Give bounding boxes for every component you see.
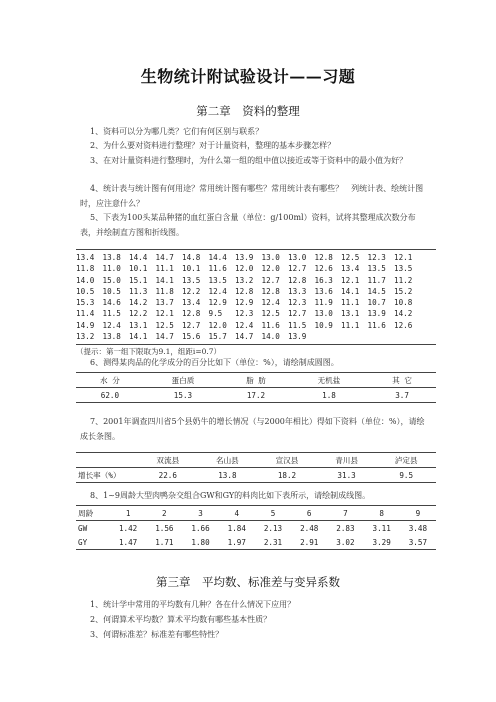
header-cell: 5 (255, 506, 291, 521)
table-cell: 12.7 (288, 264, 307, 274)
table-cell: 11.9 (314, 298, 333, 308)
table-row (76, 263, 436, 274)
header-cell: 6 (291, 506, 327, 521)
table-cell: 15.3 (76, 298, 95, 308)
hemoglobin-data-table (76, 249, 436, 345)
table-cell: 15.7 (208, 332, 227, 342)
header-cell: 8 (364, 506, 400, 521)
header-cell: 双流县 (138, 453, 198, 468)
table-row (76, 468, 436, 483)
question-2-7: 7、2001年调查四川省5个县奶牛的增长情况（与2000年相比）得如下资料（单位：%），请绘成长条图。 (80, 417, 425, 441)
table-cell: 12.2 (129, 309, 148, 319)
table-cell: 13.0 (314, 309, 333, 319)
table-cell: 12.7 (182, 320, 201, 330)
header-cell: 其 它 (368, 373, 436, 388)
table-cell: 13.3 (288, 286, 307, 296)
table-cell: 13.8 (102, 253, 121, 262)
table-cell: 14.8 (182, 253, 201, 262)
table-cell: 11.6 (367, 320, 386, 330)
table-cell: 14.7 (155, 332, 174, 342)
header-cell: 泸定县 (376, 453, 436, 468)
table-cell: 13.4 (182, 298, 201, 308)
table-cell: 11.8 (155, 286, 174, 296)
table-cell: 14.0 (261, 332, 280, 342)
table-header-row (76, 506, 436, 521)
question-2-4: 4、统计表与统计图有何用途？常用统计图有哪些？常用统计表有哪些？ 列统计表、绘统计图时，应注意什么？ (80, 184, 424, 208)
question-2-3: 3、在对计量资料进行整理时，为什么第一组的组中值以接近或等于资料中的最小值为好？ (90, 156, 408, 165)
table-cell: 11.6 (208, 264, 227, 274)
table-cell: 12.1 (341, 275, 360, 285)
chapter-3-heading: 第三章 平均数、标准差与变异系数 (156, 575, 340, 589)
table-cell: 12.4 (235, 320, 254, 330)
table-row (76, 252, 436, 263)
table-cell: 11.6 (261, 320, 280, 330)
table-cell: 3.48 (408, 523, 428, 533)
header-cell: 脂 肪 (222, 373, 290, 388)
table-cell: 1.80 (182, 535, 218, 550)
table-row (76, 521, 436, 536)
table-cell: 12.2 (182, 286, 201, 296)
table-cell: 12.3 (288, 298, 307, 308)
table-cell: 15.6 (182, 332, 201, 342)
table-cell: 13.0 (288, 253, 307, 262)
table-cell: 12.3 (235, 309, 254, 319)
table-cell: 14.1 (155, 275, 174, 285)
table-cell: 12.8 (288, 275, 307, 285)
table-cell: 11.3 (129, 286, 148, 296)
table-cell: 14.6 (102, 298, 121, 308)
question-2-6: 6、测得某肉品的化学成分的百分比如下（单位：%），请绘制成圆图。 (90, 358, 339, 367)
table-cell: 12.3 (367, 253, 386, 262)
table-cell: 18.2 (257, 468, 317, 483)
table-cell: 12.9 (208, 298, 227, 308)
row-label: GY (76, 535, 110, 550)
table-cell: 15.3 (144, 388, 222, 403)
question-2-5: 5、下表为100头某品种猪的血红蛋白含量（单位：g/100ml）资料，试将其整理成次数分布表，并绘制直方图和折线图。 (80, 213, 416, 237)
table-cell: 13.9 (367, 309, 386, 319)
table-cell: 14.1 (129, 332, 148, 342)
table-cell: 13.2 (76, 332, 95, 342)
table-cell: 11.0 (102, 264, 121, 274)
table-cell: 14.5 (367, 286, 386, 296)
table-cell: 12.7 (261, 275, 280, 285)
table-cell: 1.42 (118, 523, 138, 533)
table-cell: 12.4 (261, 298, 280, 308)
table-cell: 12.0 (208, 320, 227, 330)
table-row (76, 388, 436, 403)
header-cell: 1 (110, 506, 146, 521)
table-cell: 13.8 (102, 332, 121, 342)
table-cell: 62.0 (76, 388, 144, 403)
table-cell: 14.2 (394, 309, 413, 319)
table-cell: 13.8 (198, 468, 258, 483)
table-cell: 13.1 (129, 320, 148, 330)
question-3-2: 2、何谓算术平均数？算术平均数有哪些基本性质？ (90, 615, 272, 624)
table-cell: 10.7 (367, 298, 386, 308)
table-cell: 11.1 (155, 264, 174, 274)
table-cell: 10.9 (314, 320, 333, 330)
header-cell: 宣汉县 (257, 453, 317, 468)
table-cell: 14.7 (235, 332, 254, 342)
table-cell: 1.47 (110, 535, 146, 550)
table-cell: 11.7 (367, 275, 386, 285)
table-cell: 11.2 (394, 275, 413, 285)
table-row (76, 320, 436, 331)
table-cell: 16.3 (314, 275, 333, 285)
table-cell: 11.1 (341, 298, 360, 308)
table-cell: 12.0 (235, 264, 254, 274)
table-cell: 14.4 (129, 253, 148, 262)
table-cell: 12.5 (261, 309, 280, 319)
hint-note: （提示：第一组下限取为9.1，组距i=0.7） (76, 347, 222, 356)
table-cell: 12.5 (155, 320, 174, 330)
table-cell: 12.4 (102, 320, 121, 330)
header-cell (76, 453, 138, 468)
header-cell: 2 (146, 506, 182, 521)
header-cell: 青川县 (317, 453, 377, 468)
table-cell: 12.8 (182, 309, 201, 319)
table-cell: 3.29 (364, 535, 400, 550)
feed-ratio-table (76, 505, 436, 550)
question-2-2: 2、为什么要对资料进行整理？对于计量资料，整理的基本步骤怎样？ (90, 141, 336, 150)
table-cell: 11.5 (102, 309, 121, 319)
header-cell: 7 (327, 506, 363, 521)
table-cell: 31.3 (317, 468, 377, 483)
table-cell: 12.8 (314, 253, 333, 262)
table-cell: 14.7 (155, 253, 174, 262)
table-cell: 12.9 (235, 298, 254, 308)
question-2-1: 1、资料可以分为哪几类？它们有何区别与联系？ (90, 127, 264, 136)
table-cell: 11.5 (288, 320, 307, 330)
table-cell: 9.5 (208, 309, 223, 319)
table-row (76, 331, 436, 342)
header-cell: 3 (182, 506, 218, 521)
table-cell: 11.4 (76, 309, 95, 319)
table-cell: 1.71 (146, 535, 182, 550)
table-cell: 1.97 (219, 535, 255, 550)
table-cell: 13.7 (155, 298, 174, 308)
table-row (76, 275, 436, 286)
table-cell: 14.2 (129, 298, 148, 308)
table-row (76, 286, 436, 297)
table-cell: 13.2 (235, 275, 254, 285)
table-cell: 13.5 (208, 275, 227, 285)
question-2-8: 8、1~9周龄大型肉鸭杂交组合GW和GY的料肉比如下表所示，请绘制成线图。 (90, 491, 371, 500)
table-cell: 1.8 (290, 388, 368, 403)
document-title: 生物统计附试验设计——习题 (140, 67, 356, 86)
row-label: 增长率（%） (76, 468, 138, 483)
row-label: GW (78, 523, 88, 533)
table-cell: 14.4 (208, 253, 227, 262)
table-cell: 13.1 (341, 309, 360, 319)
table-cell: 13.9 (235, 253, 254, 262)
header-cell: 4 (219, 506, 255, 521)
header-cell: 9 (400, 506, 436, 521)
table-cell: 13.5 (182, 275, 201, 285)
table-cell: 2.31 (255, 535, 291, 550)
table-cell: 3.7 (368, 388, 436, 403)
question-3-3: 3、何谓标准差？标准差有哪些特性？ (90, 630, 224, 639)
table-cell: 10.5 (76, 286, 95, 296)
table-cell: 12.6 (394, 320, 413, 330)
table-cell: 12.7 (288, 309, 307, 319)
cow-growth-table (76, 452, 436, 483)
table-header-row (76, 373, 436, 388)
meat-composition-table (76, 372, 436, 403)
table-cell: 3.11 (372, 523, 391, 533)
header-cell: 无机盐 (290, 373, 368, 388)
header-cell: 水 分 (76, 373, 144, 388)
table-cell: 1.84 (227, 523, 246, 533)
table-cell: 13.6 (314, 286, 333, 296)
table-cell: 1.56 (155, 523, 174, 533)
table-cell: 12.6 (314, 264, 333, 274)
table-cell: 10.1 (129, 264, 148, 274)
table-cell: 13.9 (288, 332, 307, 342)
table-cell: 11.8 (76, 264, 95, 274)
table-cell: 15.2 (394, 286, 413, 296)
table-cell: 12.8 (235, 286, 254, 296)
table-cell: 22.6 (138, 468, 198, 483)
table-cell: 13.5 (367, 264, 386, 274)
table-cell: 12.1 (394, 253, 413, 262)
table-row (76, 535, 436, 550)
table-cell: 15.1 (129, 275, 148, 285)
table-cell: 11.1 (341, 320, 360, 330)
table-row (76, 297, 436, 308)
table-cell: 10.5 (102, 286, 121, 296)
table-cell: 2.13 (263, 523, 283, 533)
table-cell: 10.8 (394, 298, 413, 308)
table-cell: 12.1 (155, 309, 174, 319)
table-cell: 3.02 (327, 535, 363, 550)
table-cell: 13.4 (76, 253, 95, 262)
table-cell: 12.5 (341, 253, 360, 262)
table-cell: 17.2 (222, 388, 290, 403)
table-header-row (76, 453, 436, 468)
table-cell: 12.4 (208, 286, 227, 296)
question-3-1: 1、统计学中常用的平均数有几种？各在什么情况下应用？ (90, 600, 296, 609)
table-cell: 9.5 (376, 468, 436, 483)
header-cell: 名山县 (198, 453, 258, 468)
table-cell: 2.91 (291, 535, 327, 550)
table-cell: 14.0 (76, 275, 95, 285)
table-cell: 2.48 (300, 523, 319, 533)
table-cell: 10.1 (182, 264, 201, 274)
table-cell: 3.57 (400, 535, 436, 550)
table-cell: 12.0 (261, 264, 280, 274)
table-cell: 13.5 (394, 264, 413, 274)
table-cell: 13.0 (261, 253, 280, 262)
table-cell: 13.4 (341, 264, 360, 274)
table-cell: 1.66 (191, 523, 210, 533)
table-cell: 15.0 (102, 275, 121, 285)
chapter-2-heading: 第二章 资料的整理 (196, 104, 300, 118)
table-cell: 14.1 (341, 286, 360, 296)
header-cell: 蛋白质 (144, 373, 222, 388)
table-cell: 14.9 (76, 320, 95, 330)
table-row (76, 308, 436, 319)
table-cell: 12.8 (261, 286, 280, 296)
header-cell: 周龄 (76, 506, 110, 521)
table-cell: 2.83 (336, 523, 355, 533)
